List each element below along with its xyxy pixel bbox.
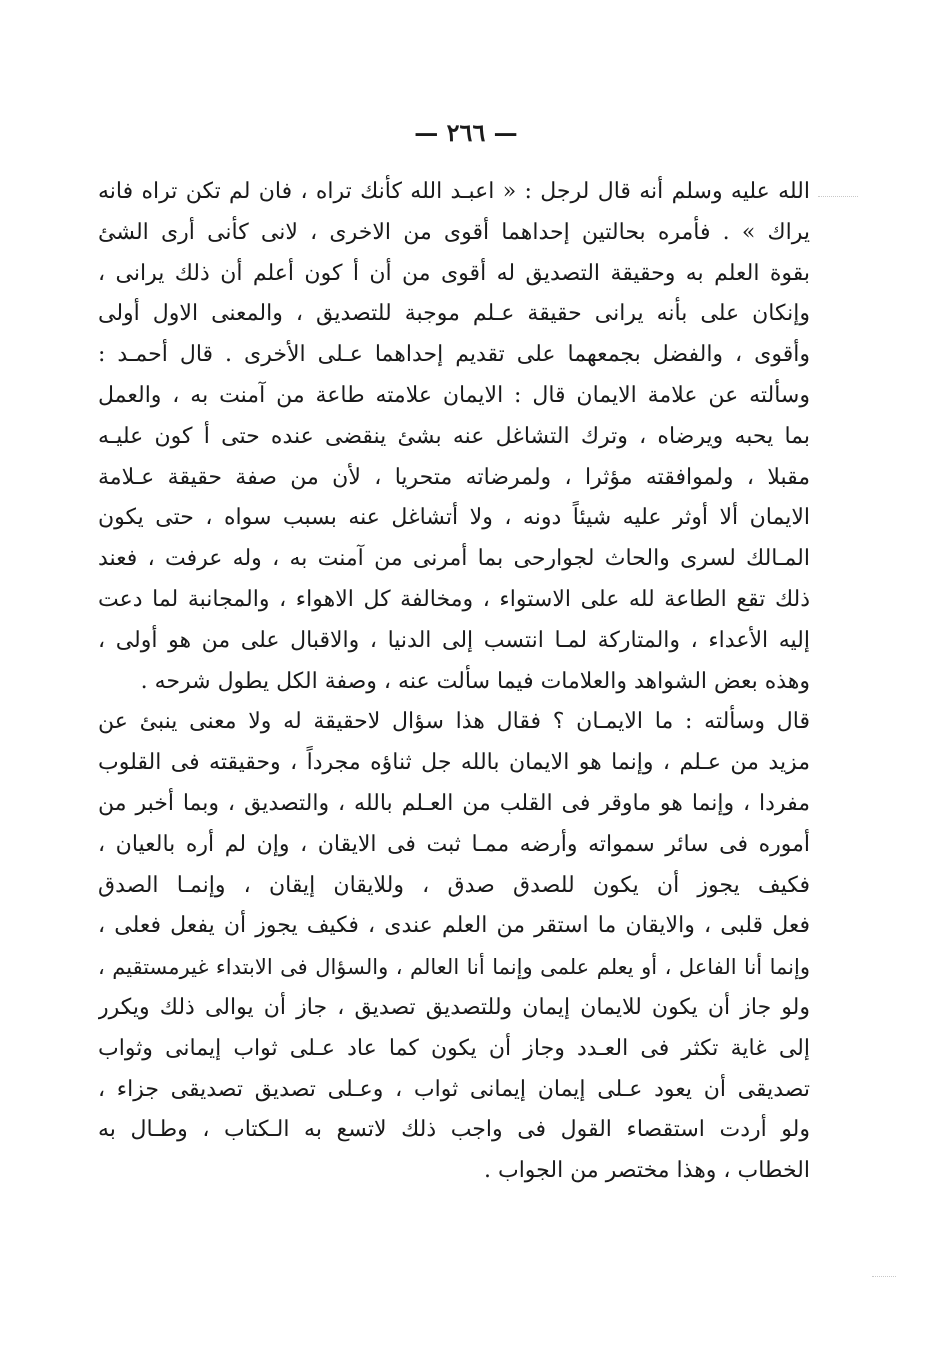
text-line: وإنما أنا الفاعل ، أو يعلم علمى وإنما أنا العالم ، والسؤال فى الابتداء غيرمستقيم ، xyxy=(98,955,810,980)
text-line: أموره فى سائر سمواته وأرضه ممـا ثبت فى الايقان ، وإن لم أره بالعيان ، xyxy=(98,831,810,857)
page-number: — ٢٦٦ — xyxy=(414,118,518,147)
text-line: إليه الأعداء ، والمتاركة لمـا انتسب إلى الدنيا ، والاقبال على من هو أولى ، xyxy=(98,627,810,653)
text-line: وإنكان على بأنه يرانى حقيقة عـلم موجبة للتصديق ، والمعنى الاول أولى xyxy=(98,301,810,327)
text-line: فكيف يجوز أن يكون للصدق صدق ، وللايقان إيقان ، وإنمـا الصدق xyxy=(98,872,810,898)
scan-mark-bottom-right xyxy=(872,1276,896,1277)
text-line: فعل قلبى ، والايقان ما استقر من العلم عندى ، فكيف يجوز أن يفعل فعلى ، xyxy=(98,913,810,939)
text-line: مزيد من عـلم ، وإنما هو الايمان بالله جل ثناؤه مجرداً ، وحقيقته فى القلوب xyxy=(98,750,810,776)
text-line: بما يحبه ويرضاه ، وترك التشاغل عنه بشئ ينقضى عنده حتى أ كون عليـه xyxy=(98,423,810,449)
text-line: المـالك لسرى والحاث لجوارحى بما أمرنى من آمنت به ، وله عرفت ، فعند xyxy=(98,546,810,572)
text-line: الله عليه وسلم أنه قال لرجل : « اعبـد الله كأنك تراه ، فان لم تكن تراه فانه xyxy=(98,179,810,204)
text-line: مقبلا ، ولموافقته مؤثرا ، ولمرضاته متحريا ، لأن من صفة حقيقة عـلامة xyxy=(98,464,810,490)
text-line: إلى غاية تكثر فى العـدد وجاز أن يكون كما عاد عـلى ثواب إيمانى وثواب xyxy=(98,1035,810,1061)
text-line: الايمان ألا أوثر عليه شيئاً دونه ، ولا أتشاغل عنه بسبب سواه ، حتى يكون xyxy=(98,505,810,531)
text-line: وهذه بعض الشواهد والعلامات فيما سألت عنه ، وصفة الكل يطول شرحه . xyxy=(140,668,810,694)
scan-mark-top-right xyxy=(818,196,858,197)
body-text xyxy=(98,172,810,1192)
text-line: ولو أردت استقصاء القول فى واجب ذلك لاتسع به الـكتاب ، وطـال به xyxy=(98,1117,810,1143)
text-line: الخطاب ، وهذا مختصر من الجواب . xyxy=(484,1158,810,1184)
text-line: بقوة العلم به وحقيقة التصديق له أقوى من أن أ كون أعلم أن ذلك يرانى ، xyxy=(98,260,810,286)
text-line: تصديقى أن يعود عـلى إيمان إيمانى ثواب ، وعـلى تصديق تصديقى جزاء ، xyxy=(98,1076,810,1102)
text-line: قال وسألته : ما الايمـان ؟ فقال هذا سؤال لاحقيقة له ولا معنى ينبئ عن xyxy=(98,709,810,735)
text-line: وأقوى ، والفضل بجمعهما على تقديم إحداهما عـلى الأخرى . قال أحمـد : xyxy=(98,342,810,368)
text-line: ذلك تقع الطاعة لله على الاستواء ، ومخالفة كل الاهواء ، والمجانبة لما دعت xyxy=(98,586,810,612)
text-line: وسألته عن علامة الايمان قال : الايمان علامته طاعة من آمنت به ، والعمل xyxy=(98,382,810,408)
text-line: ولو جاز أن يكون للايمان إيمان وللتصديق تصديق ، جاز أن يوالى ذلك ويكرر xyxy=(98,994,810,1020)
text-line: مفردا ، وإنما هو ماوقر فى القلب من العـلم بالله ، والتصديق ، وبما أخبر من xyxy=(98,790,810,816)
text-line: يراك » . فأمره بحالتين إحداهما أقوى من الاخرى ، لانى كأنى أرى الشئ xyxy=(98,219,810,245)
